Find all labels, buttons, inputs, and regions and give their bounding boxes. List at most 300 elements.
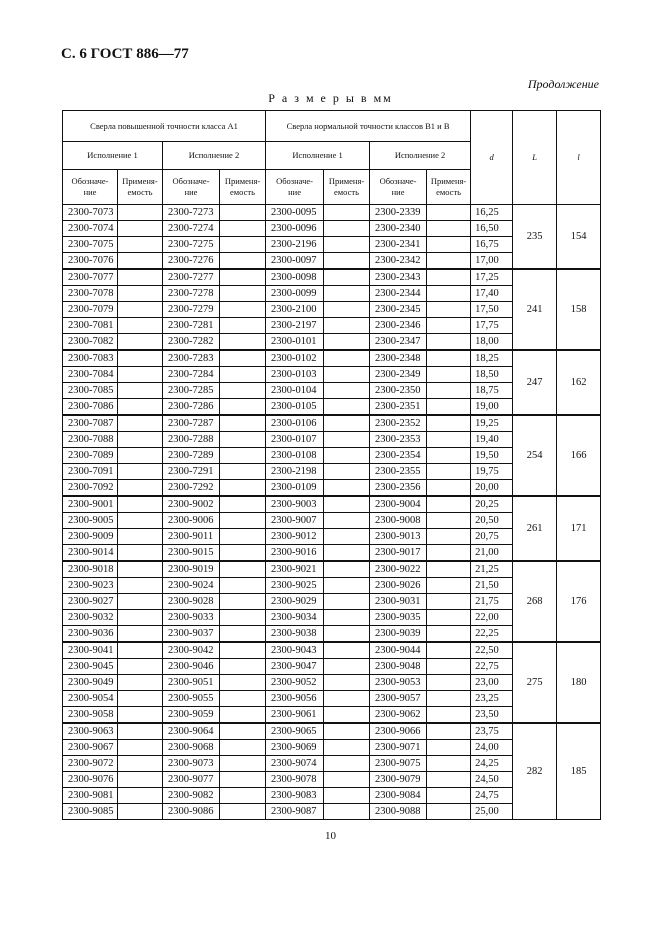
d-value: 22,75 — [471, 659, 513, 675]
d-value: 23,50 — [471, 707, 513, 724]
b-exec2-applicability — [427, 594, 471, 610]
a-exec2-applicability — [220, 723, 266, 740]
b-exec1-applicability — [324, 464, 370, 480]
a-exec2-applicability — [220, 432, 266, 448]
d-value: 19,50 — [471, 448, 513, 464]
a-exec1-applicability — [118, 659, 163, 675]
a-exec2-heading: Исполнение 2 — [163, 142, 266, 170]
a-exec1-designation: 2300-7078 — [63, 286, 118, 302]
a-exec2-applicability — [220, 399, 266, 416]
a-exec2-designation: 2300-7287 — [163, 415, 220, 432]
a-exec1-applicability — [118, 464, 163, 480]
a-exec1-designation: 2300-7076 — [63, 253, 118, 270]
b-exec1-designation: 2300-0097 — [266, 253, 324, 270]
d-value: 17,00 — [471, 253, 513, 270]
table-body — [63, 205, 601, 820]
d-value: 25,00 — [471, 804, 513, 820]
b-exec2-designation: 2300-2345 — [370, 302, 427, 318]
a-exec2-designation: 2300-7285 — [163, 383, 220, 399]
group-a-heading: Сверла повышенной точности класса А1 — [63, 111, 266, 142]
b-exec1-applicability — [324, 561, 370, 578]
d-value: 20,50 — [471, 513, 513, 529]
d-value: 16,25 — [471, 205, 513, 221]
b-exec1-applicability — [324, 707, 370, 724]
b-exec2-applicability — [427, 205, 471, 221]
a-exec2-designation: 2300-7286 — [163, 399, 220, 416]
a-exec2-designation: 2300-7273 — [163, 205, 220, 221]
d-value: 20,00 — [471, 480, 513, 497]
d-value: 23,00 — [471, 675, 513, 691]
table-row — [63, 205, 601, 221]
b-exec2-applicability — [427, 675, 471, 691]
a-exec2-designation: 2300-9028 — [163, 594, 220, 610]
a-exec1-applicability — [118, 788, 163, 804]
a-exec1-applicability — [118, 610, 163, 626]
a-exec2-applicability — [220, 415, 266, 432]
b-exec2-applicability — [427, 626, 471, 643]
b-exec1-applicability — [324, 740, 370, 756]
l-value: 185 — [557, 723, 601, 820]
d-value: 17,50 — [471, 302, 513, 318]
l-heading: l — [557, 111, 601, 205]
b-exec1-heading: Исполнение 1 — [266, 142, 370, 170]
d-value: 22,25 — [471, 626, 513, 643]
b-exec1-applicability — [324, 480, 370, 497]
a-exec2-designation: 2300-9042 — [163, 642, 220, 659]
a-exec1-designation: 2300-7084 — [63, 367, 118, 383]
b-exec1-applicability — [324, 659, 370, 675]
d-value: 18,50 — [471, 367, 513, 383]
a-exec2-applicability — [220, 367, 266, 383]
a-exec2-designation: 2300-7279 — [163, 302, 220, 318]
b-exec1-designation: 2300-0107 — [266, 432, 324, 448]
d-value: 16,75 — [471, 237, 513, 253]
b-exec2-designation: 2300-2344 — [370, 286, 427, 302]
b-exec2-applicability — [427, 448, 471, 464]
a-exec1-applicability — [118, 302, 163, 318]
a-exec1-applicability — [118, 253, 163, 270]
b-exec2-applicability — [427, 740, 471, 756]
a-exec1-applicability — [118, 318, 163, 334]
b-exec1-applicability — [324, 205, 370, 221]
a-exec1-applicability — [118, 707, 163, 724]
designation-heading: Обозначе- ние — [163, 170, 220, 205]
a-exec2-applicability — [220, 788, 266, 804]
b-exec1-designation: 2300-9025 — [266, 578, 324, 594]
b-exec2-designation: 2300-9062 — [370, 707, 427, 724]
a-exec1-applicability — [118, 723, 163, 740]
b-exec2-applicability — [427, 529, 471, 545]
b-exec1-designation: 2300-2197 — [266, 318, 324, 334]
a-exec1-designation: 2300-9049 — [63, 675, 118, 691]
l-value: 158 — [557, 269, 601, 350]
b-exec2-designation: 2300-9057 — [370, 691, 427, 707]
l-value: 162 — [557, 350, 601, 415]
a-exec1-applicability — [118, 205, 163, 221]
b-exec2-designation: 2300-2347 — [370, 334, 427, 351]
a-exec2-designation: 2300-7292 — [163, 480, 220, 497]
b-exec1-applicability — [324, 626, 370, 643]
a-exec1-applicability — [118, 529, 163, 545]
a-exec2-applicability — [220, 804, 266, 820]
a-exec1-designation: 2300-7074 — [63, 221, 118, 237]
b-exec1-applicability — [324, 350, 370, 367]
a-exec2-applicability — [220, 707, 266, 724]
d-value: 20,25 — [471, 496, 513, 513]
b-exec1-applicability — [324, 594, 370, 610]
b-exec2-applicability — [427, 399, 471, 416]
b-exec2-applicability — [427, 496, 471, 513]
a-exec1-applicability — [118, 286, 163, 302]
a-exec2-applicability — [220, 496, 266, 513]
L-heading: L — [513, 111, 557, 205]
a-exec1-designation: 2300-7088 — [63, 432, 118, 448]
a-exec2-applicability — [220, 334, 266, 351]
a-exec1-applicability — [118, 642, 163, 659]
b-exec2-applicability — [427, 237, 471, 253]
d-value: 24,00 — [471, 740, 513, 756]
a-exec2-designation: 2300-9077 — [163, 772, 220, 788]
b-exec2-designation: 2300-2343 — [370, 269, 427, 286]
b-exec1-designation: 2300-9087 — [266, 804, 324, 820]
applicability-heading: Применя- емость — [427, 170, 471, 205]
a-exec1-designation: 2300-9009 — [63, 529, 118, 545]
b-exec2-designation: 2300-9031 — [370, 594, 427, 610]
b-exec1-applicability — [324, 269, 370, 286]
b-exec1-applicability — [324, 804, 370, 820]
b-exec1-applicability — [324, 415, 370, 432]
a-exec2-applicability — [220, 610, 266, 626]
l-value: 180 — [557, 642, 601, 723]
b-exec1-applicability — [324, 383, 370, 399]
b-exec2-applicability — [427, 545, 471, 562]
d-value: 19,00 — [471, 399, 513, 416]
b-exec1-applicability — [324, 253, 370, 270]
b-exec2-applicability — [427, 756, 471, 772]
a-exec1-designation: 2300-7092 — [63, 480, 118, 497]
b-exec2-applicability — [427, 286, 471, 302]
sizes-caption: Р а з м е р ы в мм — [268, 91, 393, 105]
L-value: 282 — [513, 723, 557, 820]
a-exec1-applicability — [118, 383, 163, 399]
a-exec1-applicability — [118, 496, 163, 513]
a-exec2-designation: 2300-9024 — [163, 578, 220, 594]
a-exec2-applicability — [220, 756, 266, 772]
b-exec1-applicability — [324, 496, 370, 513]
d-value: 18,00 — [471, 334, 513, 351]
a-exec1-applicability — [118, 334, 163, 351]
d-heading: d — [471, 111, 513, 205]
a-exec2-applicability — [220, 269, 266, 286]
b-exec1-designation: 2300-9078 — [266, 772, 324, 788]
b-exec2-designation: 2300-2348 — [370, 350, 427, 367]
l-value: 166 — [557, 415, 601, 496]
b-exec2-applicability — [427, 464, 471, 480]
a-exec2-applicability — [220, 513, 266, 529]
d-value: 18,75 — [471, 383, 513, 399]
L-value: 235 — [513, 205, 557, 270]
a-exec1-designation: 2300-9063 — [63, 723, 118, 740]
a-exec2-designation: 2300-7274 — [163, 221, 220, 237]
a-exec1-designation: 2300-9081 — [63, 788, 118, 804]
d-value: 16,50 — [471, 221, 513, 237]
continuation-label: Продолжение — [527, 77, 599, 91]
a-exec1-designation: 2300-9045 — [63, 659, 118, 675]
L-value: 261 — [513, 496, 557, 561]
a-exec1-designation: 2300-7087 — [63, 415, 118, 432]
a-exec1-designation: 2300-9027 — [63, 594, 118, 610]
a-exec2-designation: 2300-9055 — [163, 691, 220, 707]
b-exec2-applicability — [427, 610, 471, 626]
b-exec1-applicability — [324, 513, 370, 529]
b-exec1-applicability — [324, 237, 370, 253]
b-exec2-applicability — [427, 221, 471, 237]
a-exec2-designation: 2300-7284 — [163, 367, 220, 383]
b-exec2-designation: 2300-2349 — [370, 367, 427, 383]
a-exec1-designation: 2300-9054 — [63, 691, 118, 707]
a-exec1-designation: 2300-7073 — [63, 205, 118, 221]
a-exec1-applicability — [118, 675, 163, 691]
a-exec2-applicability — [220, 480, 266, 497]
table-row — [63, 561, 601, 578]
b-exec1-applicability — [324, 691, 370, 707]
a-exec1-designation: 2300-7077 — [63, 269, 118, 286]
L-value: 247 — [513, 350, 557, 415]
a-exec1-applicability — [118, 367, 163, 383]
a-exec2-applicability — [220, 448, 266, 464]
b-exec1-designation: 2300-0102 — [266, 350, 324, 367]
b-exec1-designation: 2300-0106 — [266, 415, 324, 432]
a-exec1-designation: 2300-7083 — [63, 350, 118, 367]
a-exec2-applicability — [220, 350, 266, 367]
a-exec2-designation: 2300-9046 — [163, 659, 220, 675]
a-exec2-designation: 2300-9006 — [163, 513, 220, 529]
a-exec2-applicability — [220, 545, 266, 562]
a-exec1-designation: 2300-9067 — [63, 740, 118, 756]
a-exec2-designation: 2300-9068 — [163, 740, 220, 756]
b-exec2-applicability — [427, 707, 471, 724]
table-row — [63, 350, 601, 367]
a-exec1-applicability — [118, 804, 163, 820]
b-exec1-applicability — [324, 578, 370, 594]
a-exec1-applicability — [118, 237, 163, 253]
b-exec2-applicability — [427, 269, 471, 286]
d-value: 23,75 — [471, 723, 513, 740]
b-exec2-designation: 2300-9017 — [370, 545, 427, 562]
b-exec2-designation: 2300-2340 — [370, 221, 427, 237]
a-exec1-applicability — [118, 350, 163, 367]
d-value: 21,00 — [471, 545, 513, 562]
b-exec1-applicability — [324, 334, 370, 351]
b-exec1-designation: 2300-0095 — [266, 205, 324, 221]
b-exec1-designation: 2300-9083 — [266, 788, 324, 804]
a-exec1-designation: 2300-9032 — [63, 610, 118, 626]
b-exec2-applicability — [427, 253, 471, 270]
a-exec1-applicability — [118, 561, 163, 578]
b-exec1-applicability — [324, 286, 370, 302]
a-exec1-applicability — [118, 594, 163, 610]
b-exec2-designation: 2300-2351 — [370, 399, 427, 416]
a-exec1-applicability — [118, 545, 163, 562]
a-exec1-designation: 2300-9023 — [63, 578, 118, 594]
a-exec2-designation: 2300-7277 — [163, 269, 220, 286]
l-value: 171 — [557, 496, 601, 561]
b-exec1-applicability — [324, 448, 370, 464]
d-value: 17,40 — [471, 286, 513, 302]
b-exec1-designation: 2300-9034 — [266, 610, 324, 626]
b-exec1-applicability — [324, 529, 370, 545]
a-exec1-designation: 2300-7091 — [63, 464, 118, 480]
b-exec1-designation: 2300-9056 — [266, 691, 324, 707]
b-exec2-designation: 2300-9039 — [370, 626, 427, 643]
b-exec2-applicability — [427, 302, 471, 318]
b-exec2-designation: 2300-2355 — [370, 464, 427, 480]
a-exec2-applicability — [220, 740, 266, 756]
b-exec2-designation: 2300-9013 — [370, 529, 427, 545]
d-value: 17,75 — [471, 318, 513, 334]
b-exec2-applicability — [427, 788, 471, 804]
a-exec1-designation: 2300-9041 — [63, 642, 118, 659]
a-exec1-applicability — [118, 415, 163, 432]
a-exec2-designation: 2300-7283 — [163, 350, 220, 367]
a-exec2-designation: 2300-7291 — [163, 464, 220, 480]
a-exec2-designation: 2300-9033 — [163, 610, 220, 626]
a-exec2-applicability — [220, 237, 266, 253]
b-exec1-designation: 2300-0098 — [266, 269, 324, 286]
a-exec2-designation: 2300-9051 — [163, 675, 220, 691]
a-exec1-applicability — [118, 740, 163, 756]
d-value: 19,75 — [471, 464, 513, 480]
d-value: 24,75 — [471, 788, 513, 804]
a-exec1-designation: 2300-7089 — [63, 448, 118, 464]
d-value: 24,50 — [471, 772, 513, 788]
b-exec2-designation: 2300-9044 — [370, 642, 427, 659]
group-b-heading: Сверла нормальной точности классов В1 и В — [266, 111, 471, 142]
a-exec1-applicability — [118, 578, 163, 594]
b-exec2-designation: 2300-9048 — [370, 659, 427, 675]
a-exec2-designation: 2300-9082 — [163, 788, 220, 804]
b-exec2-applicability — [427, 772, 471, 788]
a-exec2-designation: 2300-7289 — [163, 448, 220, 464]
b-exec1-applicability — [324, 675, 370, 691]
a-exec2-applicability — [220, 253, 266, 270]
b-exec1-designation: 2300-9074 — [266, 756, 324, 772]
a-exec2-applicability — [220, 659, 266, 675]
a-exec1-applicability — [118, 480, 163, 497]
drill-dimensions-table — [62, 110, 601, 820]
a-exec2-applicability — [220, 578, 266, 594]
b-exec1-applicability — [324, 642, 370, 659]
l-value: 154 — [557, 205, 601, 270]
d-value: 17,25 — [471, 269, 513, 286]
b-exec1-applicability — [324, 221, 370, 237]
designation-heading: Обозначе- ние — [63, 170, 118, 205]
a-exec2-designation: 2300-9011 — [163, 529, 220, 545]
b-exec2-applicability — [427, 561, 471, 578]
b-exec1-applicability — [324, 756, 370, 772]
b-exec1-applicability — [324, 367, 370, 383]
b-exec1-designation: 2300-0101 — [266, 334, 324, 351]
a-exec2-designation: 2300-7276 — [163, 253, 220, 270]
a-exec1-designation: 2300-7086 — [63, 399, 118, 416]
a-exec1-applicability — [118, 756, 163, 772]
b-exec2-designation: 2300-9084 — [370, 788, 427, 804]
a-exec2-applicability — [220, 626, 266, 643]
b-exec2-heading: Исполнение 2 — [370, 142, 471, 170]
a-exec2-applicability — [220, 383, 266, 399]
d-value: 19,40 — [471, 432, 513, 448]
a-exec2-applicability — [220, 642, 266, 659]
a-exec1-designation: 2300-9018 — [63, 561, 118, 578]
b-exec2-designation: 2300-9075 — [370, 756, 427, 772]
b-exec2-designation: 2300-2346 — [370, 318, 427, 334]
page-number: 10 — [325, 830, 336, 842]
b-exec1-applicability — [324, 302, 370, 318]
L-value: 241 — [513, 269, 557, 350]
b-exec2-designation: 2300-2356 — [370, 480, 427, 497]
a-exec2-applicability — [220, 594, 266, 610]
b-exec2-designation: 2300-9053 — [370, 675, 427, 691]
b-exec1-designation: 2300-9003 — [266, 496, 324, 513]
a-exec2-applicability — [220, 691, 266, 707]
b-exec1-designation: 2300-0096 — [266, 221, 324, 237]
b-exec2-designation: 2300-2342 — [370, 253, 427, 270]
b-exec1-designation: 2300-0108 — [266, 448, 324, 464]
b-exec1-designation: 2300-9007 — [266, 513, 324, 529]
a-exec2-designation: 2300-9019 — [163, 561, 220, 578]
a-exec2-applicability — [220, 318, 266, 334]
a-exec2-designation: 2300-7288 — [163, 432, 220, 448]
a-exec1-designation: 2300-9014 — [63, 545, 118, 562]
b-exec1-designation: 2300-2196 — [266, 237, 324, 253]
applicability-heading: Применя- емость — [324, 170, 370, 205]
d-value: 19,25 — [471, 415, 513, 432]
a-exec1-applicability — [118, 513, 163, 529]
b-exec1-designation: 2300-9038 — [266, 626, 324, 643]
L-value: 275 — [513, 642, 557, 723]
a-exec1-designation: 2300-9058 — [63, 707, 118, 724]
a-exec1-designation: 2300-9076 — [63, 772, 118, 788]
a-exec2-applicability — [220, 772, 266, 788]
b-exec1-designation: 2300-9052 — [266, 675, 324, 691]
designation-heading: Обозначе- ние — [266, 170, 324, 205]
a-exec2-designation: 2300-7275 — [163, 237, 220, 253]
a-exec2-applicability — [220, 464, 266, 480]
b-exec2-applicability — [427, 383, 471, 399]
a-exec1-designation: 2300-7081 — [63, 318, 118, 334]
b-exec1-applicability — [324, 545, 370, 562]
b-exec1-applicability — [324, 772, 370, 788]
b-exec1-designation: 2300-2100 — [266, 302, 324, 318]
b-exec2-designation: 2300-2339 — [370, 205, 427, 221]
a-exec2-applicability — [220, 302, 266, 318]
a-exec2-applicability — [220, 286, 266, 302]
b-exec2-designation: 2300-9071 — [370, 740, 427, 756]
b-exec1-designation: 2300-2198 — [266, 464, 324, 480]
b-exec1-designation: 2300-9061 — [266, 707, 324, 724]
b-exec2-applicability — [427, 367, 471, 383]
b-exec2-applicability — [427, 578, 471, 594]
b-exec1-applicability — [324, 432, 370, 448]
b-exec1-designation: 2300-9029 — [266, 594, 324, 610]
a-exec2-designation: 2300-9073 — [163, 756, 220, 772]
a-exec2-applicability — [220, 675, 266, 691]
b-exec2-designation: 2300-9066 — [370, 723, 427, 740]
a-exec1-applicability — [118, 269, 163, 286]
a-exec1-designation: 2300-7082 — [63, 334, 118, 351]
a-exec1-designation: 2300-9085 — [63, 804, 118, 820]
a-exec1-designation: 2300-7075 — [63, 237, 118, 253]
